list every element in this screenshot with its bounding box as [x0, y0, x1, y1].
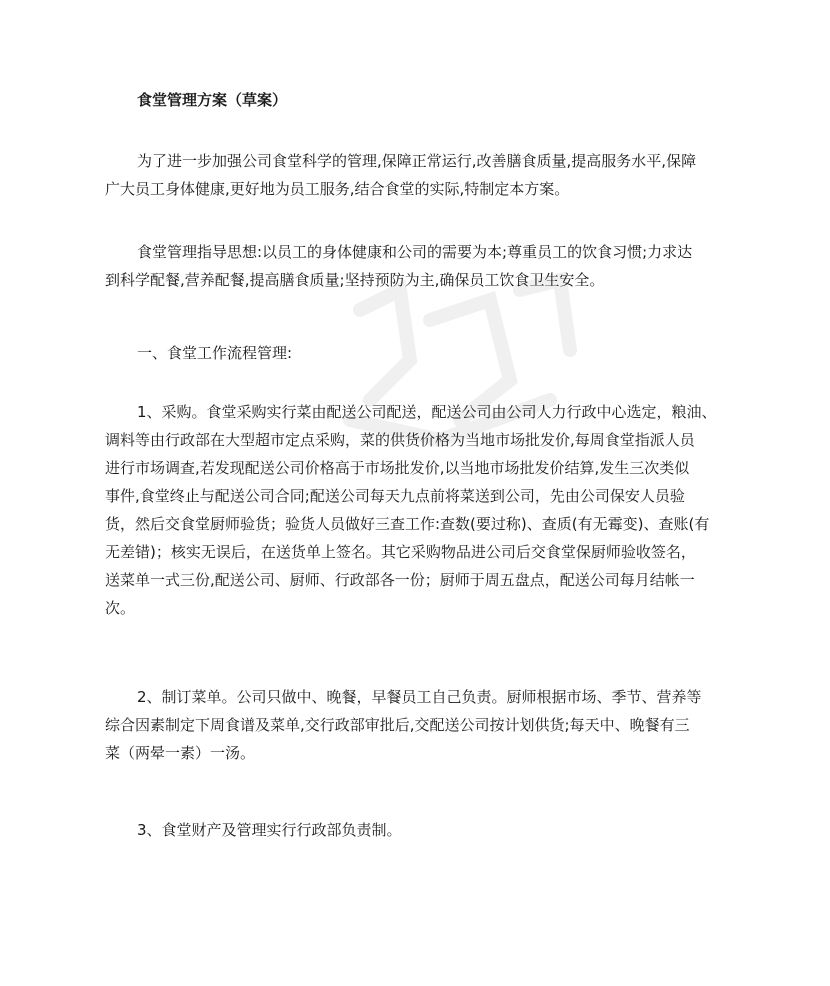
paragraph-line: 到科学配餐,营养配餐,提高膳食质量;坚持预防为主,确保员工饮食卫生安全。	[105, 271, 605, 289]
paragraph-intro	[105, 147, 745, 203]
paragraph-line: 3、食堂财产及管理实行行政部负责制。	[137, 821, 402, 839]
paragraph-line: 进行市场调查,若发现配送公司价格高于市场批发价,以当地市场批发价结算,发生三次类似	[105, 459, 690, 477]
paragraph-line: 次。	[105, 599, 136, 617]
paragraph-property	[105, 816, 745, 844]
paragraph-line: 1、采购。食堂采购实行菜由配送公司配送，配送公司由公司人力行政中心选定，粮油、	[137, 403, 717, 421]
paragraph-line: 2、制订菜单。公司只做中、晚餐，早餐员工自己负责。厨师根据市场、季节、营养等	[137, 688, 702, 706]
paragraph-menu	[105, 683, 745, 767]
paragraph-line: 食堂管理指导思想:以员工的身体健康和公司的需要为本;尊重员工的饮食习惯;力求达	[137, 243, 693, 261]
paragraph-line: 综合因素制定下周食谱及菜单,交行政部审批后,交配送公司按计划供货;每天中、晚餐有三	[105, 716, 690, 734]
paragraph-procurement	[105, 398, 745, 622]
section-heading	[105, 339, 745, 367]
paragraph-line: 送菜单一式三份,配送公司、厨师、行政部各一份；厨师于周五盘点，配送公司每月结帐一	[105, 571, 695, 589]
paragraph-line: 货，然后交食堂厨师验货；验货人员做好三查工作:查数(要过称)、查质(有无霉变)、查账(有	[105, 515, 710, 533]
paragraph-line: 为了进一步加强公司食堂科学的管理,保障正常运行,改善膳食质量,提高服务水平,保障	[137, 152, 697, 170]
paragraph-line: 调料等由行政部在大型超市定点采购，菜的供货价格为当地市场批发价,每周食堂指派人员	[105, 431, 695, 449]
paragraph-guiding-principle	[105, 238, 745, 294]
section-heading-text: 一、食堂工作流程管理:	[137, 344, 293, 362]
paragraph-line: 广大员工身体健康,更好地为员工服务,结合食堂的实际,特制定本方案。	[105, 180, 570, 198]
paragraph-line: 事件,食堂终止与配送公司合同;配送公司每天九点前将菜送到公司，先由公司保安人员验	[105, 487, 685, 505]
paragraph-line: 无差错)；核实无误后，在送货单上签名。其它采购物品进公司后交食堂保厨师验收签名，	[105, 543, 696, 561]
paragraph-line: 菜（两晕一素）一汤。	[105, 744, 256, 762]
document-title: 食堂管理方案（草案）	[137, 91, 288, 109]
